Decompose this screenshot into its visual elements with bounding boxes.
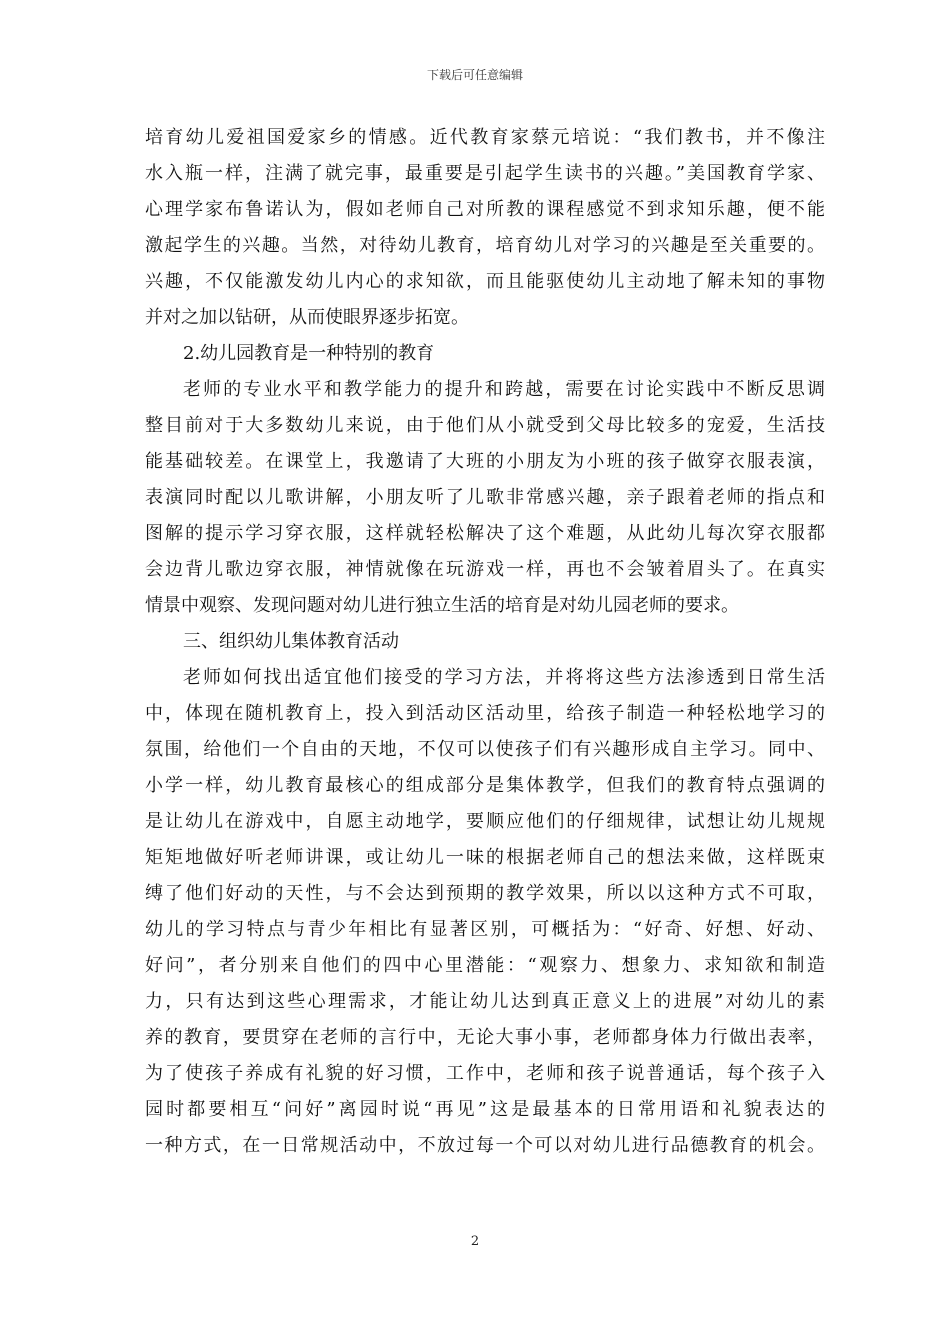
text-line: 中，体现在随机教育上，投入到活动区活动里，给孩子制造一种轻松地学习的 <box>145 703 825 724</box>
text-line: 并对之加以钻研，从而使眼界逐步拓宽。 <box>145 307 469 328</box>
page-header: 下载后可任意编辑 <box>426 68 523 82</box>
document-body <box>145 120 825 1164</box>
text-line: 能基础较差。在课堂上，我邀请了大班的小朋友为小班的孩子做穿衣服表演， <box>145 451 825 472</box>
text-line: 一种方式，在一日常规活动中，不放过每一个可以对幼儿进行品德教育的机会。 <box>145 1135 825 1156</box>
text-line: 力，只有达到这些心理需求，才能让幼儿达到真正意义上的进展”对幼儿的素 <box>145 991 825 1012</box>
text-line: 氛围，给他们一个自由的天地，不仅可以使孩子们有兴趣形成自主学习。同中、 <box>145 739 825 760</box>
text-line: 2.幼儿园教育是一种特别的教育 <box>183 343 435 364</box>
page-number: 2 <box>470 1234 480 1249</box>
text-line: 园时都要相互“问好”离园时说“再见”这是最基本的日常用语和礼貌表达的 <box>145 1099 825 1120</box>
text-line: 情景中观察、发现问题对幼儿进行独立生活的培育是对幼儿园老师的要求。 <box>145 595 739 616</box>
text-line: 为了使孩子养成有礼貌的好习惯，工作中，老师和孩子说普通话，每个孩子入 <box>145 1063 825 1084</box>
text-line: 老师如何找出适宜他们接受的学习方法，并将将这些方法渗透到日常生活 <box>183 667 825 688</box>
text-line: 矩矩地做好听老师讲课，或让幼儿一味的根据老师自己的想法来做，这样既束 <box>145 847 825 868</box>
text-line: 养的教育，要贯穿在老师的言行中，无论大事小事，老师都身体力行做出表率， <box>145 1027 825 1048</box>
text-line: 整目前对于大多数幼儿来说，由于他们从小就受到父母比较多的宠爱，生活技 <box>145 415 825 436</box>
text-line: 心理学家布鲁诺认为，假如老师自己对所教的课程感觉不到求知乐趣，便不能 <box>145 199 825 220</box>
text-line: 培育幼儿爱祖国爱家乡的情感。近代教育家蔡元培说：“我们教书，并不像注 <box>145 127 825 148</box>
text-line: 表演同时配以儿歌讲解，小朋友听了儿歌非常感兴趣，亲子跟着老师的指点和 <box>145 487 825 508</box>
text-line: 三、组织幼儿集体教育活动 <box>183 631 399 652</box>
text-line: 缚了他们好动的天性，与不会达到预期的教学效果，所以以这种方式不可取， <box>145 883 825 904</box>
text-line: 老师的专业水平和教学能力的提升和跨越，需要在讨论实践中不断反思调 <box>183 379 825 400</box>
text-line: 图解的提示学习穿衣服，这样就轻松解决了这个难题，从此幼儿每次穿衣服都 <box>145 523 825 544</box>
text-line: 水入瓶一样，注满了就完事，最重要是引起学生读书的兴趣。”美国教育学家、 <box>145 163 825 184</box>
text-line: 会边背儿歌边穿衣服，神情就像在玩游戏一样，再也不会皱着眉头了。在真实 <box>145 559 825 580</box>
text-line: 幼儿的学习特点与青少年相比有显著区别，可概括为：“好奇、好想、好动、 <box>145 919 825 940</box>
text-line: 小学一样，幼儿教育最核心的组成部分是集体教学，但我们的教育特点强调的 <box>145 775 825 796</box>
text-line: 好问”，者分别来自他们的四中心里潜能：“观察力、想象力、求知欲和制造 <box>145 955 825 976</box>
text-line: 激起学生的兴趣。当然，对待幼儿教育，培育幼儿对学习的兴趣是至关重要的。 <box>145 235 825 256</box>
text-line: 是让幼儿在游戏中，自愿主动地学，要顺应他们的仔细规律，试想让幼儿规规 <box>145 811 825 832</box>
text-line: 兴趣，不仅能激发幼儿内心的求知欲，而且能驱使幼儿主动地了解未知的事物 <box>145 271 825 292</box>
